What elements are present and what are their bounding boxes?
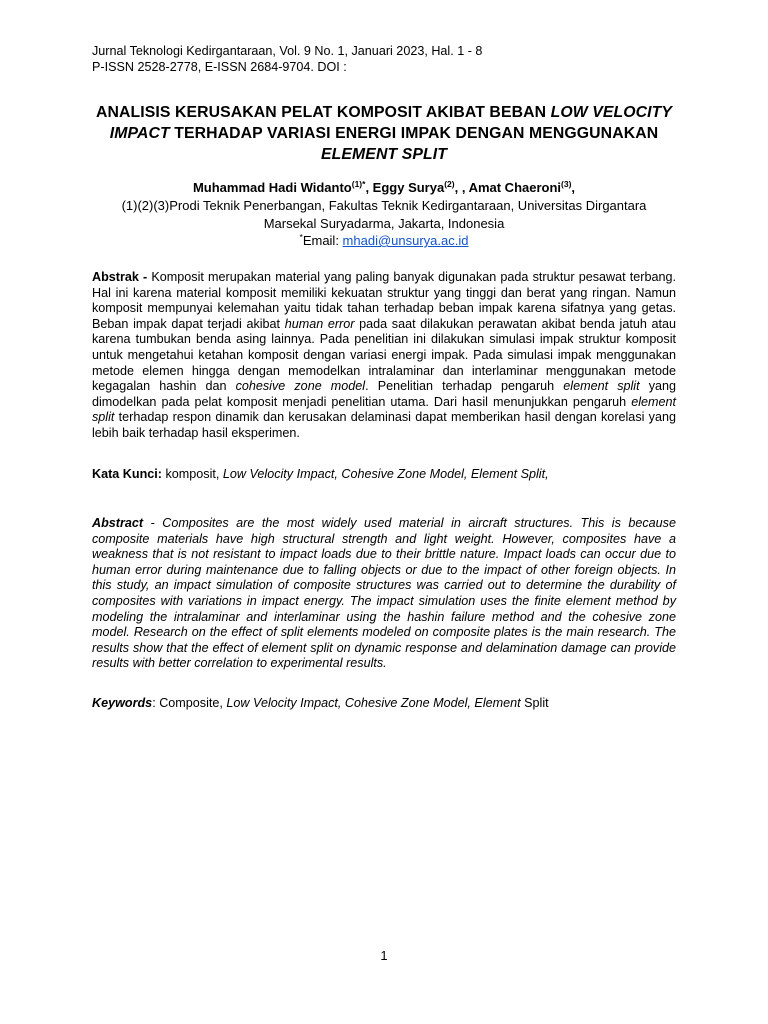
abstrak-text: . Penelitian terhadap pengaruh <box>365 379 564 394</box>
abstrak-text: terhadap respon dinamik dan kerusakan delaminasi dapat memberikan hasil dengan korelasi yang lebih baik terhadap hasil eksperimen. <box>92 410 676 440</box>
affiliation-line-1: (1)(2)(3)Prodi Teknik Penerbangan, Fakultas Teknik Kedirgantaraan, Universitas Dirgantara <box>121 198 647 213</box>
email-link[interactable]: mhadi@unsurya.ac.id <box>342 233 469 248</box>
abstrak-italic-term: human error <box>284 316 355 331</box>
affiliation-line-2: Marsekal Suryadarma, Jakarta, Indonesia <box>263 215 505 231</box>
abstrak-italic-term: cohesive zone model <box>235 379 366 394</box>
author-list <box>80 179 688 197</box>
abstrak-italic-term: element split <box>92 394 676 425</box>
author-2: Eggy Surya <box>372 180 445 195</box>
title-part-1: ANALISIS KERUSAKAN PELAT KOMPOSIT AKIBAT BEBAN <box>95 104 551 121</box>
abstrak-text: pada saat dilakukan perawatan akibat benda jatuh atau karena tumbukan benda asing lainnya. Pada penelitian ini dilakukan simulasi impak struktur komposit untuk mengetahui ketahan komposit dengan variasi energi impak. Pada simulasi impak menggunakan metode elemen hingga dengan memodelkan intralaminar dan interlaminar menggunakan metode kegagalan hashin dan <box>92 316 676 394</box>
journal-issn-doi: P-ISSN 2528-2778, E-ISSN 2684-9704. DOI : <box>92 60 347 74</box>
author-separator: , <box>365 180 373 195</box>
journal-header <box>92 43 692 75</box>
keywords-italic: Low Velocity Impact, Cohesive Zone Model, Element <box>226 696 521 710</box>
keywords-text-end: Split <box>520 696 549 710</box>
corresponding-mark: * <box>299 232 303 242</box>
kata-kunci-label: Kata Kunci: <box>92 467 162 481</box>
kata-kunci-line <box>92 466 676 482</box>
title-italic-2: ELEMENT SPLIT <box>321 146 447 163</box>
journal-citation: Jurnal Teknologi Kedirgantaraan, Vol. 9 No. 1, Januari 2023, Hal. 1 - 8 <box>92 44 483 58</box>
title-italic-1: LOW VELOCITY IMPACT <box>109 104 673 142</box>
author-separator: , <box>571 180 576 195</box>
abstract-label: Abstract <box>92 516 144 530</box>
title-part-2: TERHADAP VARIASI ENERGI IMPAK DENGAN MENGGUNAKAN <box>169 125 659 142</box>
abstrak-label: Abstrak - <box>92 270 152 284</box>
abstrak-text: yang dimodelkan pada pelat komposit menjadi penelitian utama. Dari hasil menunjukkan pengaruh <box>92 379 677 409</box>
keywords-label: Keywords <box>92 696 153 710</box>
abstrak-italic-term: element split <box>563 379 640 394</box>
author-3: Amat Chaeroni <box>468 180 562 195</box>
contact-email-line <box>80 232 688 250</box>
keywords-text: : Composite, <box>152 696 227 710</box>
abstrak-paragraph <box>92 270 676 442</box>
keywords-line <box>92 695 676 711</box>
author-3-affiliation: (3) <box>561 179 572 189</box>
kata-kunci-text: komposit, <box>161 467 223 481</box>
paper-title <box>80 102 688 165</box>
kata-kunci-italic: Low Velocity Impact, Cohesive Zone Model, Element Split, <box>222 467 549 481</box>
author-separator: , , <box>454 180 469 195</box>
author-1: Muhammad Hadi Widanto <box>192 180 352 195</box>
author-1-affiliation: (1)* <box>351 179 366 189</box>
author-2-affiliation: (2) <box>444 179 455 189</box>
page-number: 1 <box>380 948 388 963</box>
abstract-text: - Composites are the most widely used material in aircraft structures. This is because composite materials have high structural strength and light weight. However, composites have a weakness that is not resistant to impact loads due to their brittle nature. Impact loads can occur due to human error during maintenance due to falling objects or due to the impact of other foreign objects. In this study, an impact simulation of composite structures was carried out to determine the durability of composites with variations in impact energy. The impact simulation uses the finite element method by modeling the intralaminar and interlaminar using the hashin failure method and the cohesive zone model. Research on the effect of split elements modeled on composite plates is the main research. The results show that the effect of element split on dynamic response and delamination damage can provide results with better correlation to experimental results. <box>92 516 676 671</box>
abstract-paragraph <box>92 516 676 672</box>
affiliation-block <box>80 197 688 250</box>
abstrak-text: Komposit merupakan material yang paling banyak digunakan pada struktur pesawat terbang. Hal ini karena material komposit memiliki kekuatan struktur yang tinggi dan berat yang ringan. Namun komposit mempunyai kelemahan yaitu tidak tahan terhadap beban impak karena sifatnya yang getas. Beban impak dapat terjadi akibat <box>92 270 677 331</box>
email-label: Email: <box>302 233 343 248</box>
